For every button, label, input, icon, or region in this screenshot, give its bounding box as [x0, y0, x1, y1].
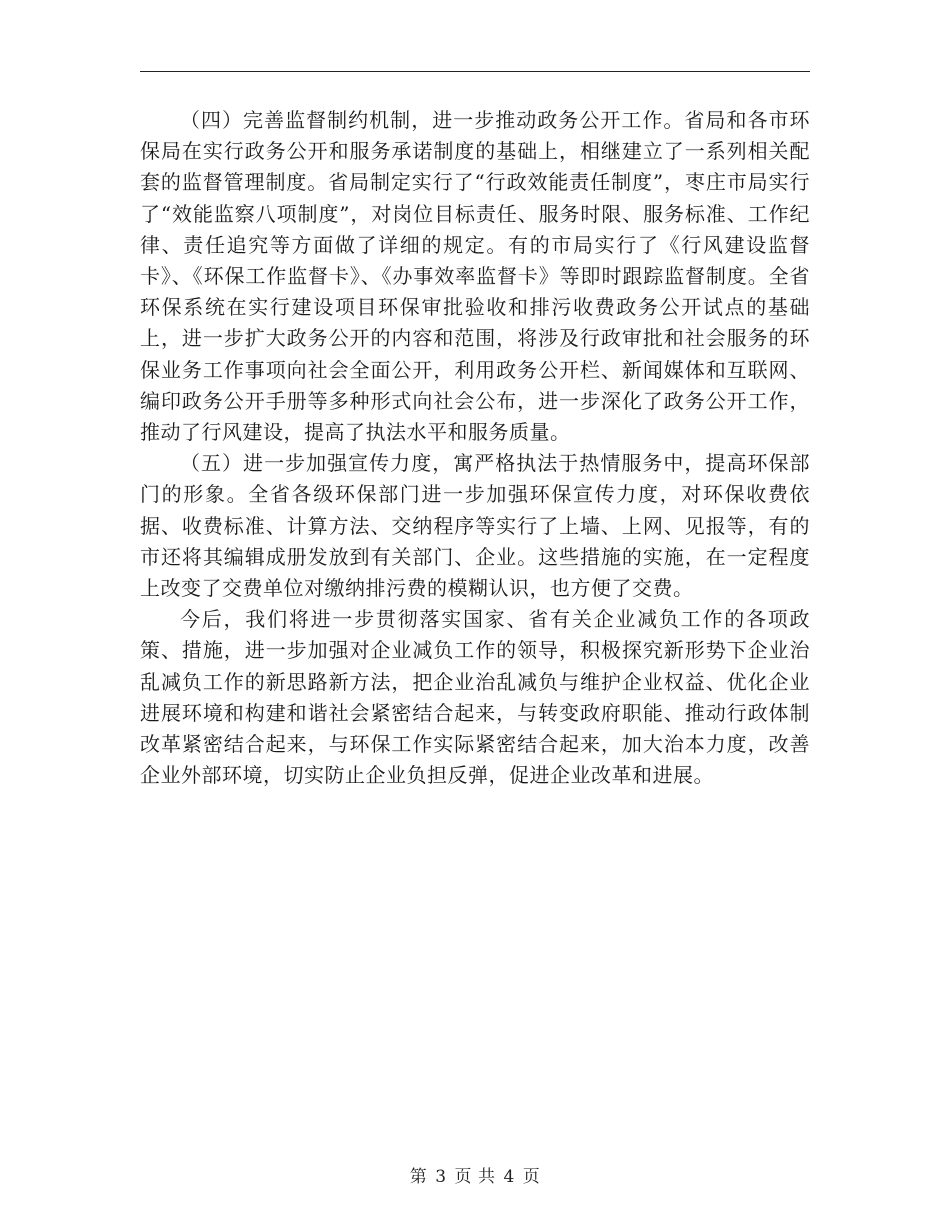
footer-suffix: 页: [522, 1167, 541, 1187]
paragraph-supervision: （四）完善监督制约机制，进一步推动政务公开工作。省局和各市环保局在实行政务公开和服务承诺制度的基础上，相继建立了一系列相关配套的监督管理制度。省局制定实行了“行政效能责任制度”，枣庄市局实行了“效能监察八项制度”，对岗位目标责任、服务时限、服务标准、工作纪律、责任追究等方面做了详细的规定。有的市局实行了《行风建设监督卡》、《环保工作监督卡》、《办事效率监督卡》等即时跟踪监督制度。全省环保系统在实行建设项目环保审批验收和排污收费政务公开试点的基础上，进一步扩大政务公开的内容和范围，将涉及行政审批和社会服务的环保业务工作事项向社会全面公开，利用政务公开栏、新闻媒体和互联网、编印政务公开手册等多种形式向社会公布，进一步深化了政务公开工作，推动了行风建设，提高了执法水平和服务质量。: [140, 108, 810, 445]
footer-total-pages: 4: [503, 1167, 515, 1187]
paragraph-publicity: （五）进一步加强宣传力度，寓严格执法于热情服务中，提高环保部门的形象。全省各级环保部门进一步加强环保宣传力度，对环保收费依据、收费标准、计算方法、交纳程序等实行了上墙、上网、见报等，有的市还将其编辑成册发放到有关部门、企业。这些措施的实施，在一定程度上改变了交费单位对缴纳排污费的模糊认识，也方便了交费。: [140, 451, 810, 601]
body-text: [140, 105, 810, 791]
footer-middle: 页 共: [454, 1167, 496, 1187]
page-footer: [0, 1162, 950, 1187]
footer-current-page: 3: [435, 1167, 447, 1187]
paragraph-future-plan: 今后，我们将进一步贯彻落实国家、省有关企业减负工作的各项政策、措施，进一步加强对企业减负工作的领导，积极探究新形势下企业治乱减负工作的新思路新方法，把企业治乱减负与维护企业权益、优化企业进展环境和构建和谐社会紧密结合起来，与转变政府职能、推动行政体制改革紧密结合起来，与环保工作实际紧密结合起来，加大治本力度，改善企业外部环境，切实防止企业负担反弹，促进企业改革和进展。: [140, 607, 810, 788]
footer-prefix: 第: [409, 1167, 428, 1187]
header-rule: [140, 71, 810, 72]
